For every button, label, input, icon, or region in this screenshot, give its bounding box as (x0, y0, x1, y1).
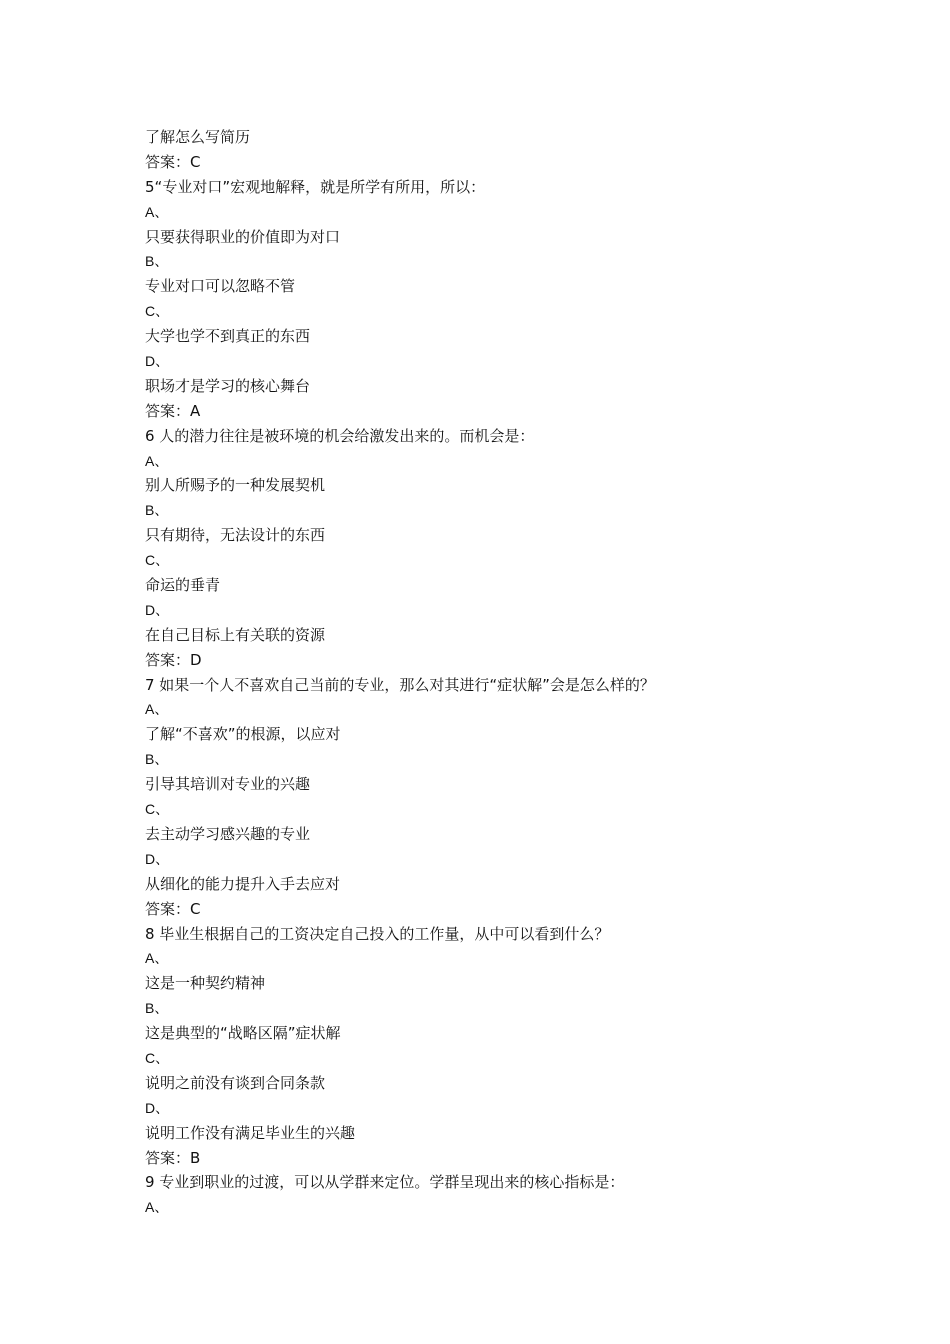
option-label: C、 (145, 1049, 170, 1066)
answer-line: 答案：C (145, 899, 201, 918)
option-label: B、 (145, 253, 169, 270)
option-label: A、 (145, 1199, 169, 1216)
option-text: 命运的垂青 (145, 576, 221, 595)
option-text: 在自己目标上有关联的资源 (145, 625, 326, 644)
option-text: 去主动学习感兴趣的专业 (145, 824, 311, 843)
option-label: C、 (145, 303, 170, 320)
option-text: 说明工作没有满足毕业生的兴趣 (145, 1123, 356, 1142)
question-line: 7 如果一个人不喜欢自己当前的专业，那么对其进行“症状解”会是怎么样的？ (145, 675, 655, 694)
option-text: 大学也学不到真正的东西 (145, 327, 311, 346)
answer-line: 答案：D (145, 650, 202, 669)
option-text: 从细化的能力提升入手去应对 (145, 874, 341, 893)
option-label: A、 (145, 203, 169, 220)
question-line: 6 人的潜力往往是被环境的机会给激发出来的。而机会是： (145, 426, 535, 445)
option-text: 了解“不喜欢”的根源，以应对 (145, 725, 341, 744)
option-label: B、 (145, 502, 169, 519)
question-line: 8 毕业生根据自己的工资决定自己投入的工作量，从中可以看到什么？ (145, 924, 610, 943)
option-text: 引导其培训对专业的兴趣 (145, 775, 311, 794)
option-text: 说明之前没有谈到合同条款 (145, 1073, 326, 1092)
option-label: D、 (145, 353, 170, 370)
option-label: A、 (145, 950, 169, 967)
option-label: D、 (145, 1099, 170, 1116)
option-text: 专业对口可以忽略不管 (145, 277, 296, 296)
option-label: B、 (145, 1000, 169, 1017)
option-text: 这是一种契约精神 (145, 974, 266, 993)
answer-line: 答案：A (145, 401, 201, 420)
answer-line: 答案：C (145, 152, 201, 171)
option-text: 职场才是学习的核心舞台 (145, 376, 311, 395)
option-label: D、 (145, 601, 170, 618)
option-text: 这是典型的“战略区隔”症状解 (145, 1024, 341, 1043)
option-text: 了解怎么写简历 (145, 128, 251, 146)
answer-line: 答案：B (145, 1148, 201, 1167)
option-text: 只要获得职业的价值即为对口 (145, 227, 341, 246)
question-line: 5“专业对口”宏观地解释，就是所学有所用，所以： (145, 177, 486, 196)
option-label: A、 (145, 701, 169, 718)
option-text: 别人所赐予的一种发展契机 (145, 476, 326, 495)
document-page (145, 125, 845, 1220)
option-text: 只有期待，无法设计的东西 (145, 526, 326, 545)
option-label: B、 (145, 751, 169, 768)
option-label: D、 (145, 850, 170, 867)
option-label: C、 (145, 801, 170, 818)
question-line: 9 专业到职业的过渡，可以从学群来定位。学群呈现出来的核心指标是： (145, 1173, 625, 1192)
option-label: C、 (145, 552, 170, 569)
option-label: A、 (145, 452, 169, 469)
